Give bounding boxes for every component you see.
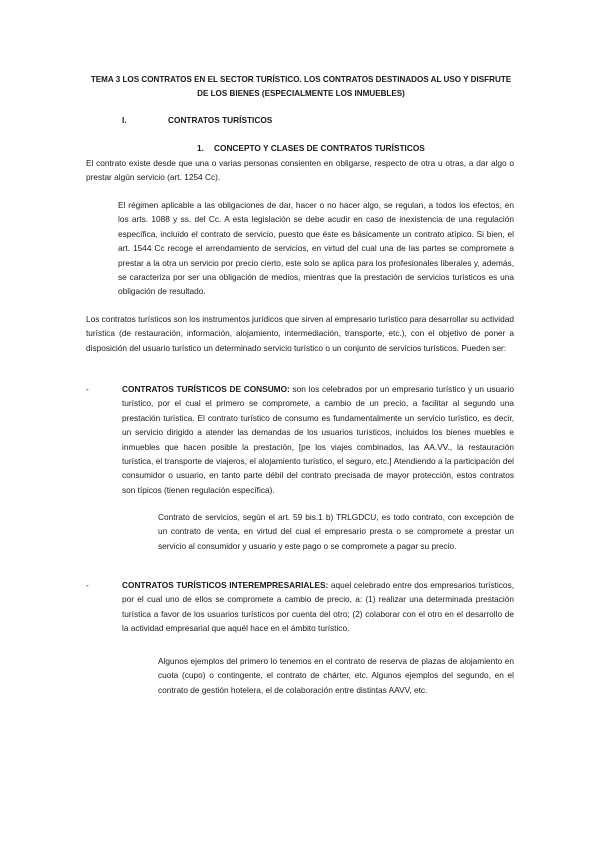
paragraph-tourist-contracts: Los contratos turísticos son los instrumentos jurídicos que sirven al empresario turístico para desarrollar su actividad turística (de restauración, información, alojamiento, intermediación, transporte, etc.), con el objetivo de poner a disposición del usuario turístico un determinado servicio turístico o un conjunto de servicios turísticos. Pueden ser: [86,314,514,353]
bullet-dash: - [86,384,89,394]
section-heading [122,113,272,127]
bullet-body [122,578,514,636]
section-label: CONTRATOS TURÍSTICOS [168,115,273,125]
bullet-lead: CONTRATOS TURÍSTICOS DE CONSUMO: [122,384,290,394]
section-number: I. [122,115,127,125]
bullet-text: son los celebrados por un empresario turístico y un usuario turístico, por el cual el primero se compromete, a cambio de un precio, a facilitar al segundo una prestación turística. El contrato turístico de consumo es fundamentalmente un servicio turístico, es decir, un servicio dirigido a atender las demandas de los usuarios turísticos, incluidos los bienes muebles e inmuebles que hacen posible la prestación, [pe los viajes combinados, las AA.VV., la restauración turística, el transporte de viajeros, el alojamiento turístico, el seguro, etc.] Atendiendo a la participación del consumidor o usuario, en tanto parte débil del contrato precisada de mayor protección, estos contratos son típicos (tienen regulación específica). [122,384,514,495]
paragraph-contract-definition: El contrato existe desde que una o varias personas consienten en obligarse, respecto de otra u otras, a dar algo o prestar algún servicio (art. 1254 Cc). [86,158,514,183]
bullet-lead: CONTRATOS TURÍSTICOS INTEREMPRESARIALES: [122,580,329,590]
subsection-heading [197,141,425,155]
document-title: TEMA 3 LOS CONTRATOS EN EL SECTOR TURÍSTICO. LOS CONTRATOS DESTINADOS AL USO Y DISFRUTE DE LOS BIENES (ESPECIALMENTE LOS INMUEBLES) [90,75,512,98]
subsection-number: 1. [197,143,204,153]
note-examples: Algunos ejemplos del primero lo tenemos en el contrato de reserva de plazas de alojamiento en cuota (cupo) o contingente, el contrato de chárter, etc. Algunos ejemplos del segundo, en el contrato de gestión hotelera, el de colaboración entre distintas AAVV, etc. [158,656,514,695]
bullet-body [122,382,514,497]
paragraph-obligations-regime: El régimen aplicable a las obligaciones de dar, hacer o no hacer algo, se regulan, a todos los efectos, en los arts. 1088 y ss. del Cc. A esta legislación se debe acudir en caso de inexistencia de una regulación específica, incluido el contrato de servicio, puesto que éste es básicamente un contrato atípico. Si bien, el art. 1544 Cc recoge el arrendamiento de servicios, en virtud del cual una de las partes se compromete a prestar a la otra un servicio por precio cierto, este solo se aplica para los profesionales liberales y, además, se caracteriza por ser una obligación de medios, mientras que la prestación de servicios turísticos es una obligación de resultado. [118,200,514,297]
bullet-text: aquel celebrado entre dos empresarios turísticos, por el cual uno de ellos se compromete a cambio de precio, a: (1) realizar una determinada prestación turística a favor de los usuarios turísticos por cuenta del otro; (2) colaborar con el otro en el desarrollo de la actividad empresarial que aquél hace en el ámbito turístico. [122,580,514,634]
bullet-dash: - [86,580,89,590]
note-service-contract: Contrato de servicios, según el art. 59 bis.1 b) TRLGDCU, es todo contrato, con excepción de un contrato de venta, en virtud del cual el empresario presta o se compromete a prestar un servicio al consumidor y usuario y este pago o se compromete a pagar su precio. [158,512,514,551]
subsection-label: CONCEPTO Y CLASES DE CONTRATOS TURÍSTICOS [214,143,425,153]
